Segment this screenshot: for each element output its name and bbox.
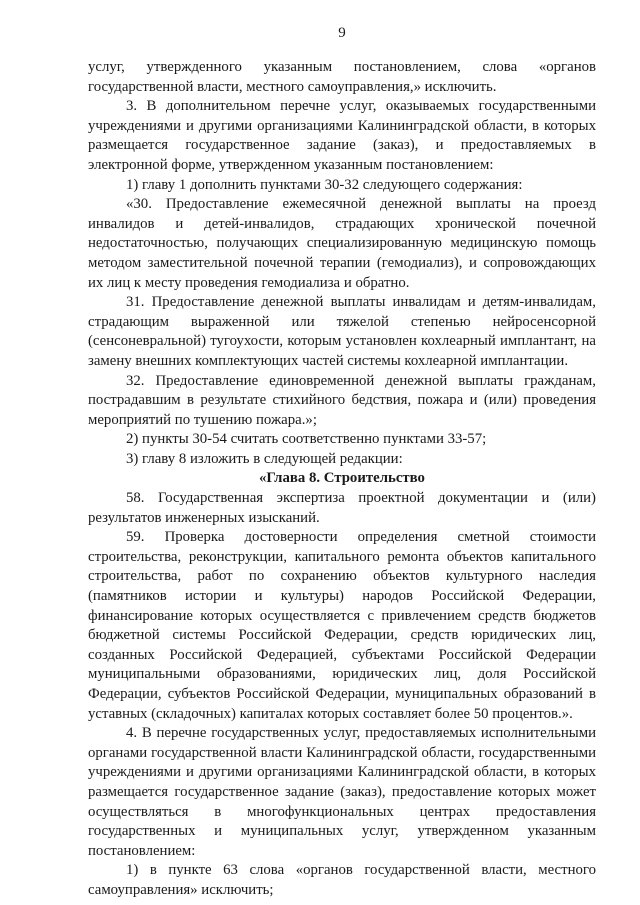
paragraph-item-4: 4. В перечне государственных услуг, предоставляемых исполнительными органами государственной власти Калининградской области, государственными учреждениями и другими организациями Калининградской области, в которых размещается государственное задание (заказ), предоставление которых может осуществляться в многофункциональных центрах предоставления государственных и муниципальных услуг, утвержденном указанным постановлением:	[88, 725, 596, 859]
paragraph-item-3: 3. В дополнительном перечне услуг, оказываемых государственными учреждениями и другими организациями Калининградской области, в которых размещается государственное задание (заказ), и предоставляемых в электронной форме, утвержденном указанным постановлением:	[88, 98, 596, 173]
paragraph-continuation: услуг, утвержденного указанным постановлением, слова «органов государственной власти, местного самоуправления,» исключить.	[88, 59, 596, 95]
page-number: 9	[338, 25, 346, 41]
paragraph-point-59: 59. Проверка достоверности определения сметной стоимости строительства, реконструкции, капитального ремонта объектов капитального строительства, работ по сохранению объектов культурного наследия (памятников истории и культуры) народов Российской Федерации, финансирование которых осуществляется с привлечением средств бюджетов бюджетной системы Российской Федерации, средств юридических лиц, созданных Российской Федерацией, субъектами Российской Федерации муниципальными образованиями, юридических лиц, доля Российской Федерации, субъектов Российской Федерации, муниципальных образований в уставных (складочных) капиталах которых составляет более 50 процентов.».	[88, 529, 596, 722]
paragraph-item-4-subitem-1: 1) в пункте 63 слова «органов государственной власти, местного самоуправления» исключить;	[88, 862, 596, 898]
paragraph-subitem-3: 3) главу 8 изложить в следующей редакции:	[126, 450, 403, 467]
paragraph-subitem-1: 1) главу 1 дополнить пунктами 30-32 следующего содержания:	[126, 176, 523, 193]
paragraph-point-58: 58. Государственная экспертиза проектной документации и (или) результатов инженерных изысканий.	[88, 490, 596, 526]
chapter-heading: «Глава 8. Строительство	[259, 470, 425, 487]
paragraph-point-30: «30. Предоставление ежемесячной денежной выплаты на проезд инвалидов и детей-инвалидов, страдающих хронической почечной недостаточностью, получающих специализированную медицинскую помощь методом заместительной почечной терапии (гемодиализ), и сопровождающих их лиц к месту проведения гемодиализа и обратно.	[88, 196, 596, 291]
paragraph-subitem-2: 2) пункты 30-54 считать соответственно пунктами 33-57;	[126, 431, 487, 448]
paragraph-point-31: 31. Предоставление денежной выплаты инвалидам и детям-инвалидам, страдающим выраженной или тяжелой степенью нейросенсорной (сенсоневральной) тугоухости, которым установлен кохлеарный имплантант, на замену внешних комплектующих частей системы кохлеарной имплантации.	[88, 294, 596, 369]
document-body	[88, 58, 596, 901]
paragraph-point-32: 32. Предоставление единовременной денежной выплаты гражданам, пострадавшим в результате стихийного бедствия, пожара и (или) проведения мероприятий по тушению пожара.»;	[88, 372, 596, 428]
